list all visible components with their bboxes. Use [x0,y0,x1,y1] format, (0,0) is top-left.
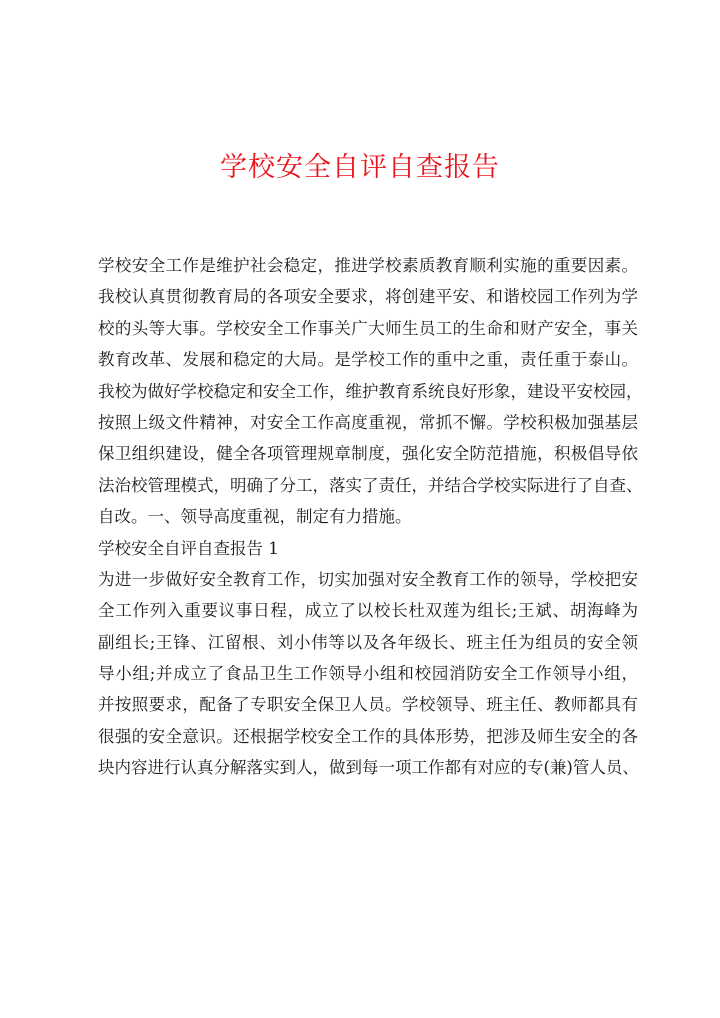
text-line: 为进一步做好安全教育工作，切实加强对安全教育工作的领导，学校把安 [98,569,638,589]
section-heading: 学校安全自评自查报告 1 [98,538,279,558]
text-line: 自改。一、领导高度重视，制定有力措施。 [98,507,412,527]
text-line: 副组长;王锋、江留根、刘小伟等以及各年级长、班主任为组员的安全领 [98,632,638,652]
text-line: 校的头等大事。学校安全工作事关广大师生员工的生命和财产安全，事关 [98,318,638,338]
text-line: 我校认真贯彻教育局的各项安全要求，将创建平安、和谐校园工作列为学 [98,287,638,307]
text-line: 块内容进行认真分解落实到人，做到每一项工作都有对应的专(兼)管人员、 [98,758,639,778]
text-line: 导小组;并成立了食品卫生工作领导小组和校园消防安全工作领导小组， [98,664,638,684]
text-line: 很强的安全意识。还根据学校安全工作的具体形势，把涉及师生安全的各 [98,726,638,746]
text-line: 按照上级文件精神，对安全工作高度重视，常抓不懈。学校积极加强基层 [98,412,638,432]
document-body [98,250,643,784]
text-line: 我校为做好学校稳定和安全工作，维护教育系统良好形象，建设平安校园， [98,381,643,401]
text-line: 保卫组织建设，健全各项管理规章制度，强化安全防范措施，积极倡导依 [98,444,638,464]
text-line: 全工作列入重要议事日程，成立了以校长杜双莲为组长;王斌、胡海峰为 [98,601,638,621]
text-line: 学校安全工作是维护社会稳定，推进学校素质教育顺利实施的重要因素。 [98,256,638,275]
text-line: 法治校管理模式，明确了分工，落实了责任，并结合学校实际进行了自查、 [98,475,643,495]
document-title: 学校安全自评自查报告 [220,152,500,183]
text-line: 并按照要求，配备了专职安全保卫人员。学校领导、班主任、教师都具有 [98,695,638,715]
text-line: 教育改革、发展和稳定的大局。是学校工作的重中之重，责任重于泰山。 [98,350,638,370]
